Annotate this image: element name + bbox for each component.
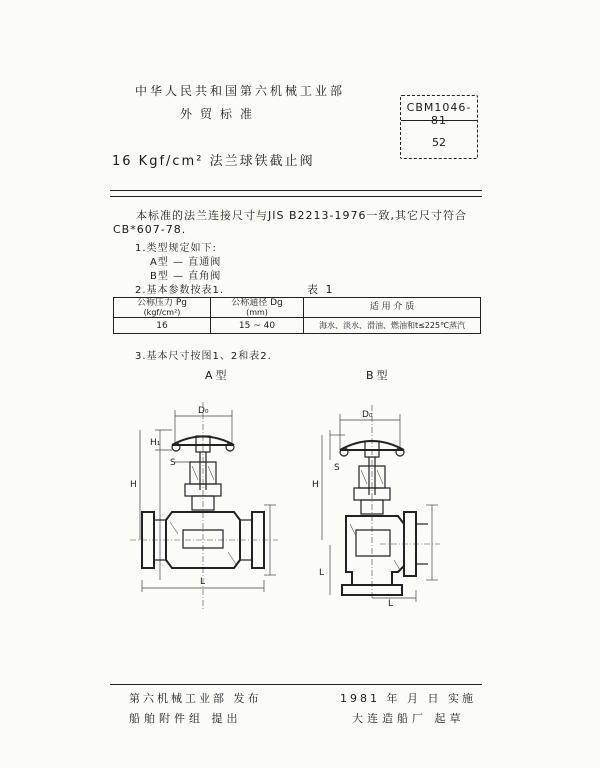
cell-pressure: 16 — [114, 318, 211, 334]
item-2: 2.基本参数按表1. — [135, 285, 225, 296]
footer-drafter: 大连造船厂 起草 — [352, 712, 465, 725]
label-s: S — [170, 458, 176, 468]
issuing-authority: 中华人民共和国第六机械工业部 — [135, 84, 346, 98]
svg-text:H: H — [312, 480, 319, 490]
figure-b-title: B型 — [366, 369, 391, 382]
type-b-definition: B型 — 直角阀 — [150, 271, 222, 282]
label-l-side: L — [319, 568, 325, 578]
footer-issuer: 第六机械工业部 发布 — [129, 692, 262, 705]
cell-diameter: 15 ~ 40 — [211, 318, 304, 334]
label-h: H — [130, 480, 137, 490]
standard-category: 外贸标准 — [180, 107, 261, 121]
item-1: 1.类型规定如下: — [135, 243, 217, 254]
footer-effective-date: 1981 年 月 日 实施 — [340, 692, 476, 705]
svg-text:S: S — [334, 463, 340, 473]
intro-line-1: 本标准的法兰连接尺寸与JIS B2213-1976一致,其它尺寸符合 — [136, 209, 467, 222]
page-number: 52 — [432, 136, 446, 149]
standard-code: CBM1046-81 — [406, 101, 472, 127]
label-l: L — [200, 577, 206, 587]
intro-line-2: CB*607-78. — [113, 223, 187, 236]
header-nominal-diameter: 公称通径 Dg (mm) — [211, 298, 304, 318]
header-nominal-pressure: 公称压力 Pg (kgf/cm²) — [114, 298, 211, 318]
bottom-rule — [110, 684, 482, 685]
label-d0: D₀ — [198, 406, 209, 416]
svg-text:D₀: D₀ — [362, 410, 373, 420]
label-h1: H₁ — [150, 438, 161, 448]
type-a-definition: A型 — 直通阀 — [150, 257, 222, 268]
svg-text:L: L — [388, 599, 394, 609]
item-3: 3.基本尺寸按图1、2和表2. — [135, 351, 272, 362]
document-title: 16 Kgf/cm² 法兰球铁截止阀 — [112, 154, 315, 169]
figure-a-title: A型 — [205, 369, 230, 382]
cell-medium: 海水、淡水、滑油、燃油和t≤225℃蒸汽 — [304, 318, 481, 334]
table-caption: 表 1 — [307, 283, 335, 296]
footer-proposer: 船舶附件组 提出 — [129, 712, 242, 725]
header-medium: 适 用 介 质 — [304, 298, 481, 318]
